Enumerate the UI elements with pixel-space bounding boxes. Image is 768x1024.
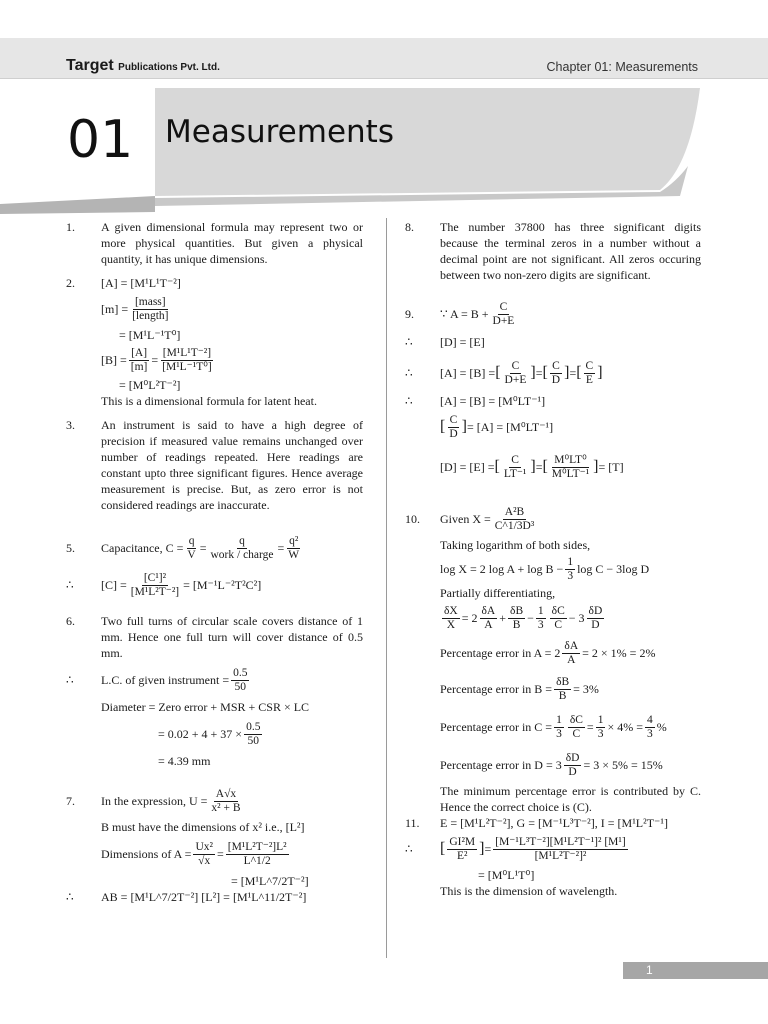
left-column	[66, 219, 363, 905]
question-number: 1.	[66, 220, 75, 234]
question-2: 2. [A] = [M¹L¹T⁻²] [m] = [mass] [length] = [M¹L⁻¹T⁰] [B] = $\frac{[A]}{[m]}$ = $\frac{\text{[M¹L¹T⁻²]}}{\text{[M¹L⁻¹T⁰]}}$ = [M⁰L²T⁻²] This is a dimensional formula for latent heat.	[66, 276, 317, 408]
question-5: 5. Capacitance, C = $\frac{q}{V}$ = q work / charge = $\frac{\text{q²}}{W}$ ∴ [C] = $\frac{\text{[C¹]²}}{\text{[M¹L²T⁻²]}}$ = [M⁻¹L⁻²T²C²]	[66, 534, 300, 598]
fraction: $\frac{\text{[C¹]²}}{\text{[M¹L²T⁻²]}}$	[130, 571, 180, 598]
answer-text: A given dimensional formula may represent two or more physical quantities. But given a physical quantity, it has unique dimensions.	[101, 220, 363, 266]
equation: = [M⁰L¹T⁰]	[478, 868, 535, 882]
column-divider	[386, 218, 387, 958]
answer-text: B must have the dimensions of x² i.e., [L²]	[101, 820, 305, 834]
fraction: $\frac{[A]}{[m]}$	[130, 346, 148, 373]
fraction: C E	[585, 359, 594, 386]
chapter-number: 01	[67, 110, 134, 170]
page-number-tab	[623, 962, 768, 979]
question-3	[66, 417, 363, 513]
answer-text: This is the dimension of wavelength.	[440, 884, 618, 898]
fraction: $\frac{C}{D+E}$	[492, 300, 515, 327]
question-number: 8.	[405, 220, 414, 234]
question-number: 3.	[66, 418, 75, 432]
fraction: $\frac{1}{3}$	[567, 555, 574, 582]
fraction: $\frac{\text{[M¹L²T⁻²]L²}}{L\^{}1/2}$	[227, 840, 287, 867]
question-9: 9. ∵ A = B + $\frac{C}{D+E}$ ∴ [D] = [E] ∴ [A] = [B] = [ C D+E ] = [ C D ] = [ C E ] ∴ [A] = [B] = [M⁰LT⁻¹] [ C D ] = [A] = [M⁰LT⁻¹] [D] = [E] = [ C LT⁻¹ ] = [ M⁰LT⁰ M⁰LT⁻¹ ] = [T]	[405, 300, 624, 480]
brand-name: Target	[66, 57, 114, 74]
question-11: 11. E = [M¹L²T⁻²], G = [M⁻¹L³T⁻²], I = [M¹L²T⁻¹] ∴ [ GI²M E² ] = $\frac{\text{[M⁻¹L³T⁻²][M¹L²T⁻¹]² [M¹]}}{\text{[M¹L²T⁻²]²}}$ = [M⁰L¹T⁰] This is the dimension of wavelength.	[405, 816, 668, 898]
question-number: 5.	[66, 541, 75, 555]
question-8	[405, 219, 701, 283]
equation: [A] = [B] = [M⁰LT⁻¹]	[440, 394, 546, 408]
question-number: 6.	[66, 614, 75, 628]
question-number: 7.	[66, 794, 75, 808]
fraction: C D	[551, 359, 561, 386]
brand-subtitle: Publications Pvt. Ltd.	[118, 62, 220, 73]
fraction: M⁰LT⁰ M⁰LT⁻¹	[551, 453, 590, 480]
right-column	[405, 219, 701, 899]
fraction: C LT⁻¹	[503, 453, 527, 480]
question-7: 7. In the expression, U = $\frac{A√x}{\text{x² + B}}$ B must have the dimensions of x² i.e., [L²] Dimensions of A = $\frac{\text{Ux²}}{√x}$ = $\frac{\text{[M¹L²T⁻²]L²}}{L\^{}1/2}$ = [M¹L^7/2T⁻²] ∴ AB = [M¹L^7/2T⁻²] [L²] = [M¹L^11/2T⁻²]	[66, 787, 309, 904]
answer-text: Partially differentiating,	[440, 586, 556, 600]
fraction: $\frac{\text{[M⁻¹L³T⁻²][M¹L²T⁻¹]² [M¹]}}{\text{[M¹L²T⁻²]²}}$	[495, 835, 626, 862]
fraction: $\frac{\text{[M¹L¹T⁻²]}}{\text{[M¹L⁻¹T⁰]}}$	[162, 346, 212, 373]
fraction: [mass] [length]	[132, 295, 169, 322]
question-number: 11.	[405, 816, 420, 830]
question-number: 9.	[405, 307, 414, 321]
answer-text: Two full turns of circular scale covers distance of 1 mm. Hence one full turn will cover distance of 0.5 mm.	[101, 614, 363, 660]
fraction: $\frac{q}{V}$	[187, 534, 196, 561]
fraction: $\frac{0.5}{50}$	[246, 720, 261, 747]
chapter-label: Chapter 01: Measurements	[546, 60, 698, 74]
therefore-symbol: ∴	[66, 578, 74, 592]
equation: = [M⁰L²T⁻²]	[119, 378, 181, 392]
equation: E = [M¹L²T⁻²], G = [M⁻¹L³T⁻²], I = [M¹L²T⁻¹]	[440, 816, 668, 830]
question-number: 2.	[66, 276, 75, 290]
equation: = [M¹L^7/2T⁻²]	[231, 874, 309, 888]
page-number: 1	[646, 963, 653, 977]
answer-text: The minimum percentage error is contributed by C. Hence the correct choice is (C).	[440, 784, 701, 814]
fraction: C D+E	[504, 359, 527, 386]
chapter-title: Measurements	[165, 114, 394, 150]
answer-text: Taking logarithm of both sides,	[440, 538, 591, 552]
equation-lhs: [B] =	[101, 353, 127, 367]
fraction: $\frac{\text{A²B}}{\text{C\textasciicircum{}1/3D³}}$	[494, 505, 535, 532]
fraction: q work / charge	[210, 534, 274, 561]
fraction: GI²M E²	[449, 835, 476, 862]
fraction: $\frac{A√x}{\text{x² + B}}$	[211, 787, 241, 814]
equation: [A] = [M¹L¹T⁻²]	[101, 276, 181, 290]
question-1	[66, 219, 363, 267]
equation: = 4.39 mm	[158, 754, 211, 768]
answer-text: This is a dimensional formula for latent heat.	[101, 394, 317, 408]
equation: Diameter = Zero error + MSR + CSR × LC	[101, 700, 310, 714]
fraction: $\frac{\text{Ux²}}{√x}$	[195, 840, 213, 867]
equation-lhs: [m] =	[101, 302, 129, 316]
answer-text: The number 37800 has three significant digits because the terminal zeros in a number without a decimal point are not significant. All zeros occuring between two non-zero digits are significant.	[440, 220, 701, 282]
fraction: $\frac{0.5}{50}$	[233, 666, 248, 693]
question-6: 6. Two full turns of circular scale covers distance of 1 mm. Hence one full turn will cover distance of 0.5 mm. ∴ L.C. of given instrument = $\frac{0.5}{50}$ Diameter = Zero error + MSR + CSR × LC = 0.02 + 4 + 37 × $\frac{0.5}{50}$ = 4.39 mm	[66, 614, 363, 768]
fraction: C D	[449, 413, 458, 440]
equation: [D] = [E]	[440, 335, 485, 349]
question-10: 10. Given X = $\frac{\text{A²B}}{\text{C\textasciicircum{}1/3D³}}$ Taking logarithm of both sides, log X = 2 log A + log B − $\frac{1}{3}$ log C − 3log D Partially differentiating, δX X = 2 δA A + δB B − 1 3 δC C − 3 δD D Percentage error in A = 2 $\frac{\delta A}{A}$ = 2 × 1% = 2% Percentage error in B = $\frac{\delta B}{B}$ = 3% Percentage error in C = $\frac{1}{3}$ δC C = $\frac{1}{3}$ × 4% = $\frac{4}{3}$ % Percentage error in D = 3 $\frac{\delta D}{D}$ = 3 × 5% = 15% The minimum percentage error is contributed by C. Hence the correct choice is (C).	[405, 505, 701, 814]
publisher-brand	[66, 57, 220, 75]
answer-text: An instrument is said to have a high degree of precision if measured value remains unchanged over number of readings repeated. Here readings are constant upto three significant figures. Hence average measurement is precise. But, as zero error is not considered readings are inaccurate.	[101, 418, 363, 512]
equation: = [M¹L⁻¹T⁰]	[119, 328, 181, 342]
equation: AB = [M¹L^7/2T⁻²] [L²] = [M¹L^11/2T⁻²]	[101, 890, 307, 904]
fraction: $\frac{\text{q²}}{W}$	[288, 534, 300, 561]
question-number: 10.	[405, 512, 420, 526]
